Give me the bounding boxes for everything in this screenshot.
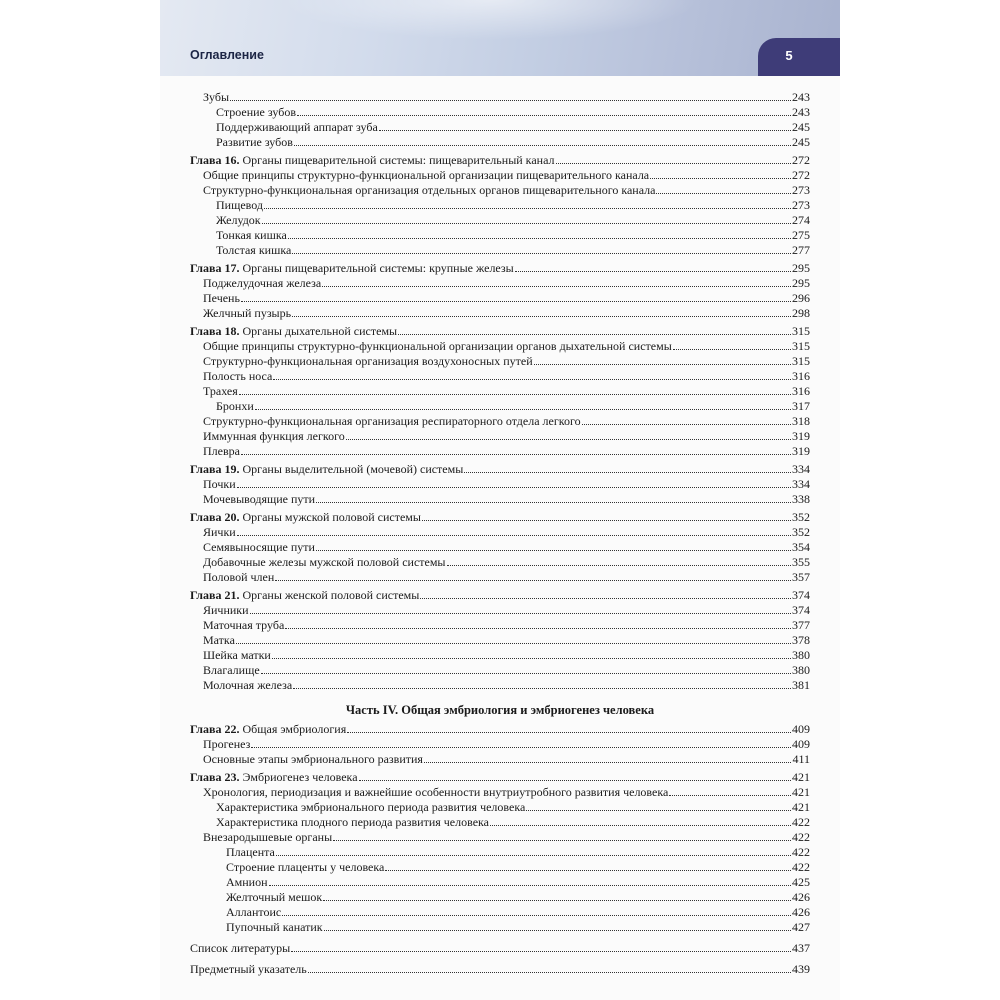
toc-page-number: 298	[792, 306, 810, 320]
dot-leader	[650, 168, 791, 179]
toc-entry-title: Влагалище	[203, 663, 260, 677]
dot-leader	[316, 492, 791, 503]
toc-entry-title: Добавочные железы мужской половой системы	[203, 555, 446, 569]
dot-leader	[333, 830, 791, 841]
toc-entry-title: Характеристика эмбрионального периода развития человека	[216, 800, 526, 814]
toc-page-number: 377	[792, 618, 810, 632]
toc-entry-title: Желчный пузырь	[203, 306, 292, 320]
toc-page-number: 316	[792, 369, 810, 383]
dot-leader	[237, 477, 791, 488]
dot-leader	[347, 722, 791, 733]
toc-entry-title	[190, 588, 419, 603]
toc-entry-row[interactable]	[190, 414, 810, 429]
toc-page-number: 422	[792, 830, 810, 844]
dot-leader	[285, 618, 791, 629]
toc-entry-row[interactable]	[190, 860, 810, 875]
toc-entry-title: Предметный указатель	[190, 962, 307, 976]
toc-page-number: 274	[792, 213, 810, 227]
toc-chapter-row[interactable]	[190, 770, 810, 785]
part-heading: Часть IV. Общая эмбриология и эмбриогенез человека	[345, 703, 655, 717]
toc-entry-title: Характеристика плодного периода развития человека	[216, 815, 490, 829]
chapter-title: Органы дыхательной системы	[242, 324, 398, 338]
dot-leader	[526, 800, 791, 811]
toc-page-number: 277	[792, 243, 810, 257]
dot-leader	[464, 462, 791, 473]
toc-page-number: 380	[792, 648, 810, 662]
toc-entry-title: Печень	[203, 291, 240, 305]
dot-leader	[534, 354, 791, 365]
dot-leader	[273, 369, 791, 380]
toc-entry-title: Полость носа	[203, 369, 273, 383]
chapter-number: Глава 23.	[190, 770, 240, 784]
toc-page-number: 380	[792, 663, 810, 677]
chapter-number: Глава 17.	[190, 261, 240, 275]
toc-entry-title: Толстая кишка	[216, 243, 292, 257]
toc-page-number: 381	[792, 678, 810, 692]
toc-entry-row[interactable]	[190, 105, 810, 120]
toc-chapter-row[interactable]	[190, 153, 810, 168]
toc-entry-row[interactable]	[190, 830, 810, 845]
toc-page-number: 245	[792, 120, 810, 134]
toc-page-number: 422	[792, 815, 810, 829]
toc-entry-title	[190, 324, 397, 339]
dot-leader	[275, 570, 791, 581]
toc-entry-row[interactable]	[190, 800, 810, 815]
toc-entry-title: Плацента	[226, 845, 275, 859]
toc-page-number: 319	[792, 429, 810, 443]
toc-page-number: 315	[792, 324, 810, 338]
toc-entry-title	[190, 770, 358, 785]
toc-entry-title: Амнион	[226, 875, 268, 889]
toc-page-number: 421	[792, 770, 810, 784]
toc-entry-row[interactable]	[190, 570, 810, 585]
toc-entry-title: Пищевод	[216, 198, 263, 212]
toc-entry-row[interactable]	[190, 228, 810, 243]
toc-entry-row[interactable]	[190, 875, 810, 890]
toc-entry-title: Зубы	[203, 90, 230, 104]
toc-entry-title: Яички	[203, 525, 236, 539]
toc-entry-row[interactable]	[190, 369, 810, 384]
dot-leader	[673, 339, 791, 350]
page-number-badge	[758, 38, 840, 76]
dot-leader	[656, 183, 791, 194]
dot-leader	[262, 213, 791, 224]
toc-page-number: 374	[792, 588, 810, 602]
toc-page-number: 409	[792, 722, 810, 736]
toc-entry-row[interactable]	[190, 120, 810, 135]
toc-entry-title: Строение зубов	[216, 105, 296, 119]
toc-entry-row[interactable]	[190, 962, 810, 977]
toc-entry-title: Яичники	[203, 603, 249, 617]
toc-page-number: 357	[792, 570, 810, 584]
toc-entry-row[interactable]	[190, 648, 810, 663]
chapter-title: Органы выделительной (мочевой) системы	[242, 462, 464, 476]
toc-entry-row[interactable]	[190, 752, 810, 767]
dot-leader	[447, 555, 792, 566]
toc-entry-title: Иммунная функция легкого	[203, 429, 345, 443]
toc-entry-row[interactable]	[190, 354, 810, 369]
toc-entry-title: Плевра	[203, 444, 240, 458]
toc-entry-row[interactable]	[190, 618, 810, 633]
dot-leader	[250, 603, 791, 614]
toc-entry-row[interactable]	[190, 384, 810, 399]
toc-page-number: 334	[792, 462, 810, 476]
chapter-title: Органы женской половой системы	[242, 588, 420, 602]
dot-leader	[241, 444, 791, 455]
dot-leader	[308, 962, 791, 973]
dot-leader	[292, 306, 791, 317]
dot-leader	[239, 384, 791, 395]
toc-entry-row[interactable]	[190, 183, 810, 198]
toc-page-number: 409	[792, 737, 810, 751]
toc-chapter-row[interactable]	[190, 324, 810, 339]
toc-entry-row[interactable]	[190, 845, 810, 860]
toc-chapter-row[interactable]	[190, 261, 810, 276]
toc-entry-title: Тонкая кишка	[216, 228, 287, 242]
toc-entry-row[interactable]	[190, 678, 810, 693]
toc-page-number: 317	[792, 399, 810, 413]
toc-entry-title: Хронология, периодизация и важнейшие особенности внутриутробного развития человека	[203, 785, 669, 799]
dot-leader	[237, 525, 791, 536]
toc-entry-title: Почки	[203, 477, 236, 491]
toc-page-number: 352	[792, 525, 810, 539]
toc-page-number: 427	[792, 920, 810, 934]
dot-leader	[261, 663, 791, 674]
toc-page-number: 245	[792, 135, 810, 149]
toc-chapter-row[interactable]	[190, 462, 810, 477]
toc-entry-title	[190, 722, 346, 737]
toc-page-number: 316	[792, 384, 810, 398]
dot-leader	[556, 153, 792, 164]
toc-page-number: 352	[792, 510, 810, 524]
toc-entry-title: Общие принципы структурно-функциональной организации органов дыхательной системы	[203, 339, 672, 353]
toc-page-number: 295	[792, 261, 810, 275]
toc-chapter-row[interactable]	[190, 510, 810, 525]
toc-entry-title: Поддерживающий аппарат зуба	[216, 120, 378, 134]
chapter-number: Глава 18.	[190, 324, 240, 338]
toc-page-number: 315	[792, 339, 810, 353]
dot-leader	[582, 414, 791, 425]
toc-entry-title: Бронхи	[216, 399, 254, 413]
toc-page-number: 421	[792, 800, 810, 814]
toc-entry-row[interactable]	[190, 633, 810, 648]
toc-entry-row[interactable]	[190, 525, 810, 540]
toc-page-number: 243	[792, 90, 810, 104]
toc-page-number: 422	[792, 845, 810, 859]
dot-leader	[490, 815, 791, 826]
dot-leader	[322, 276, 791, 287]
toc-entry-title: Развитие зубов	[216, 135, 293, 149]
toc-entry-row[interactable]	[190, 540, 810, 555]
toc-entry-row[interactable]	[190, 276, 810, 291]
toc-page-number: 437	[792, 941, 810, 955]
chapter-title: Общая эмбриология	[242, 722, 347, 736]
chapter-number: Глава 22.	[190, 722, 240, 736]
dot-leader	[669, 785, 791, 796]
dot-leader	[230, 90, 791, 101]
toc-page-number: 319	[792, 444, 810, 458]
toc-entry-title	[190, 510, 421, 525]
toc-page-number: 318	[792, 414, 810, 428]
toc-entry-row[interactable]	[190, 444, 810, 459]
toc-entry-title: Общие принципы структурно-функциональной организации пищеварительного канала	[203, 168, 650, 182]
toc-entry-row[interactable]	[190, 815, 810, 830]
toc-entry-title: Строение плаценты у человека	[226, 860, 385, 874]
dot-leader	[422, 510, 791, 521]
dot-leader	[241, 291, 791, 302]
toc-entry-title: Половой член	[203, 570, 275, 584]
toc-entry-title: Прогенез	[203, 737, 251, 751]
dot-leader	[359, 770, 791, 781]
toc-page-number: 315	[792, 354, 810, 368]
dot-leader	[323, 890, 791, 901]
dot-leader	[282, 905, 791, 916]
chapter-title: Органы пищеварительной системы: пищеварительный канал	[242, 153, 555, 167]
toc-entry-row[interactable]	[190, 920, 810, 935]
chapter-title: Органы пищеварительной системы: крупные железы	[242, 261, 514, 275]
toc-entry-row[interactable]	[190, 905, 810, 920]
dot-leader	[515, 261, 791, 272]
toc-page-number: 243	[792, 105, 810, 119]
dot-leader	[251, 737, 791, 748]
toc-entry-title	[190, 261, 514, 276]
toc-entry-row[interactable]	[190, 477, 810, 492]
table-of-contents	[190, 90, 810, 977]
toc-page-number: 273	[792, 198, 810, 212]
toc-entry-title: Основные этапы эмбрионального развития	[203, 752, 423, 766]
toc-chapter-row[interactable]	[190, 722, 810, 737]
toc-entry-title: Мочевыводящие пути	[203, 492, 316, 506]
toc-entry-title: Аллантоис	[226, 905, 282, 919]
toc-page-number: 275	[792, 228, 810, 242]
toc-page-number: 425	[792, 875, 810, 889]
dot-leader	[398, 324, 791, 335]
toc-page-number: 354	[792, 540, 810, 554]
dot-leader	[264, 198, 791, 209]
toc-chapter-row[interactable]	[190, 588, 810, 603]
dot-leader	[292, 243, 791, 254]
toc-entry-row[interactable]	[190, 198, 810, 213]
toc-page-number: 426	[792, 905, 810, 919]
toc-page-number: 273	[792, 183, 810, 197]
toc-page-number: 439	[792, 962, 810, 976]
chapter-number: Глава 21.	[190, 588, 240, 602]
toc-entry-row[interactable]	[190, 890, 810, 905]
toc-entry-title: Структурно-функциональная организация респираторного отдела легкого	[203, 414, 581, 428]
toc-entry-title: Маточная труба	[203, 618, 285, 632]
toc-entry-row[interactable]	[190, 306, 810, 321]
dot-leader	[293, 678, 791, 689]
toc-entry-title: Матка	[203, 633, 235, 647]
dot-leader	[316, 540, 791, 551]
dot-leader	[420, 588, 791, 599]
dot-leader	[255, 399, 791, 410]
toc-entry-row[interactable]	[190, 603, 810, 618]
toc-page-number: 272	[792, 153, 810, 167]
section-title: Оглавление	[190, 48, 264, 62]
toc-page-number: 422	[792, 860, 810, 874]
toc-entry-row[interactable]	[190, 291, 810, 306]
toc-entry-row[interactable]	[190, 135, 810, 150]
toc-entry-row[interactable]	[190, 785, 810, 800]
toc-entry-row[interactable]	[190, 663, 810, 678]
page-number: 5	[785, 48, 793, 63]
toc-entry-title	[190, 153, 555, 168]
dot-leader	[324, 920, 791, 931]
dot-leader	[424, 752, 791, 763]
toc-entry-title: Желудок	[216, 213, 261, 227]
toc-entry-title: Шейка матки	[203, 648, 271, 662]
dot-leader	[276, 845, 791, 856]
toc-entry-row[interactable]	[190, 941, 810, 956]
chapter-number: Глава 19.	[190, 462, 240, 476]
chapter-title: Органы мужской половой системы	[242, 510, 421, 524]
dot-leader	[269, 875, 791, 886]
toc-entry-row[interactable]	[190, 737, 810, 752]
toc-page-number: 296	[792, 291, 810, 305]
toc-entry-row[interactable]	[190, 492, 810, 507]
toc-entry-title: Структурно-функциональная организация отдельных органов пищеварительного канала	[203, 183, 656, 197]
toc-entry-title: Желточный мешок	[226, 890, 323, 904]
toc-page-number: 421	[792, 785, 810, 799]
chapter-title: Эмбриогенез человека	[242, 770, 358, 784]
toc-entry-row[interactable]	[190, 399, 810, 414]
header-banner	[160, 0, 840, 76]
toc-page-number: 338	[792, 492, 810, 506]
dot-leader	[379, 120, 791, 131]
toc-page-number: 378	[792, 633, 810, 647]
chapter-number: Глава 20.	[190, 510, 240, 524]
toc-page-number: 295	[792, 276, 810, 290]
toc-entry-title: Семявыносящие пути	[203, 540, 315, 554]
toc-entry-title: Внезародышевые органы	[203, 830, 333, 844]
toc-page-number: 272	[792, 168, 810, 182]
toc-entry-row[interactable]	[190, 429, 810, 444]
toc-entry-title: Молочная железа	[203, 678, 293, 692]
dot-leader	[272, 648, 791, 659]
toc-entry-row[interactable]	[190, 213, 810, 228]
toc-page-number: 334	[792, 477, 810, 491]
dot-leader	[288, 228, 791, 239]
toc-entry-title	[190, 462, 463, 477]
toc-entry-title: Структурно-функциональная организация воздухоносных путей	[203, 354, 533, 368]
dot-leader	[291, 941, 791, 952]
dot-leader	[297, 105, 791, 116]
toc-entry-title: Поджелудочная железа	[203, 276, 322, 290]
toc-page-number: 374	[792, 603, 810, 617]
dot-leader	[236, 633, 791, 644]
toc-page-number: 411	[792, 752, 810, 766]
toc-entry-title: Трахея	[203, 384, 238, 398]
chapter-number: Глава 16.	[190, 153, 240, 167]
toc-entry-row[interactable]	[190, 555, 810, 570]
toc-entry-title: Список литературы	[190, 941, 291, 955]
toc-entry-row[interactable]	[190, 339, 810, 354]
dot-leader	[385, 860, 791, 871]
toc-entry-row[interactable]	[190, 243, 810, 258]
dot-leader	[294, 135, 791, 146]
toc-entry-row[interactable]	[190, 168, 810, 183]
toc-entry-row[interactable]	[190, 90, 810, 105]
toc-entry-title: Пупочный канатик	[226, 920, 323, 934]
dot-leader	[346, 429, 791, 440]
toc-page-number: 355	[792, 555, 810, 569]
toc-page-number: 426	[792, 890, 810, 904]
